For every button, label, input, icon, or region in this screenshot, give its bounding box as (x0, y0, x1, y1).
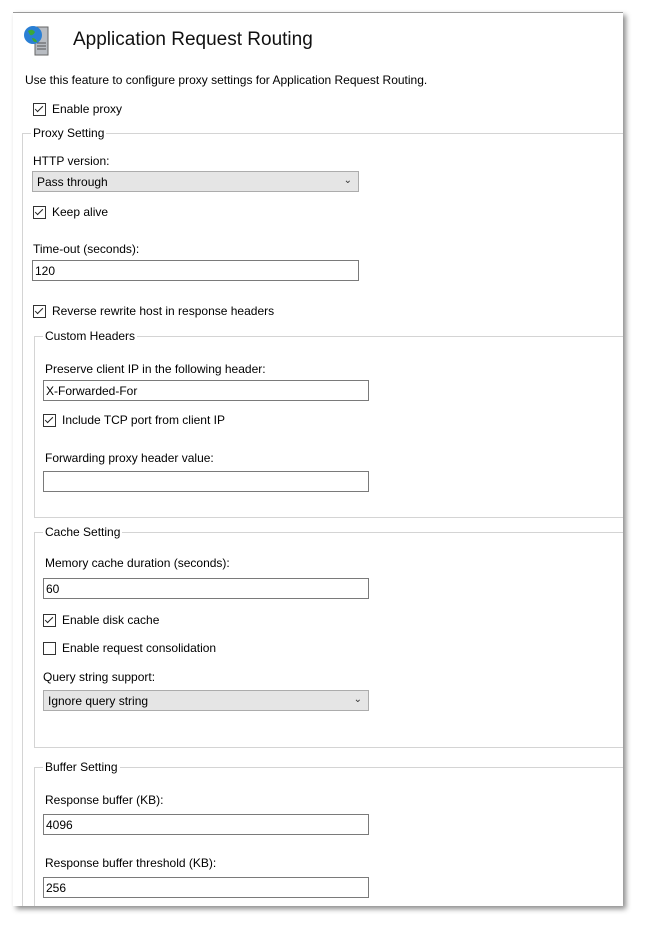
chevron-down-icon: ⌄ (353, 694, 362, 705)
select-value: Pass through (37, 175, 108, 189)
checkbox-label: Include TCP port from client IP (62, 413, 225, 427)
page-description: Use this feature to configure proxy settings for Application Request Routing. (25, 73, 428, 87)
keep-alive-checkbox[interactable] (33, 205, 108, 219)
checkbox-label: Reverse rewrite host in response headers (52, 304, 275, 318)
response-buffer-threshold-input[interactable]: 256 (43, 877, 369, 898)
checkbox-box[interactable] (43, 414, 56, 427)
request-consolidation-checkbox[interactable] (43, 641, 216, 655)
memory-cache-label: Memory cache duration (seconds): (45, 556, 230, 570)
response-buffer-input[interactable]: 4096 (43, 814, 369, 835)
memory-cache-input[interactable]: 60 (43, 578, 369, 599)
group-legend: Proxy Setting (33, 126, 105, 140)
group-legend: Buffer Setting (45, 760, 118, 774)
response-buffer-label: Response buffer (KB): (45, 793, 164, 807)
checkbox-label: Keep alive (52, 205, 109, 219)
checkbox-box[interactable] (43, 614, 56, 627)
select-value: Ignore query string (48, 694, 149, 708)
checkbox-label: Enable disk cache (62, 613, 160, 627)
reverse-rewrite-checkbox[interactable] (33, 304, 274, 318)
http-version-select[interactable] (32, 171, 359, 192)
include-tcp-port-checkbox[interactable] (43, 413, 225, 427)
preserve-ip-label: Preserve client IP in the following header: (45, 362, 266, 376)
checkbox-box[interactable] (33, 206, 46, 219)
enable-proxy-checkbox[interactable] (33, 102, 122, 116)
checkbox-box[interactable] (43, 642, 56, 655)
forwarding-header-label: Forwarding proxy header value: (45, 451, 214, 465)
server-globe-icon (23, 23, 51, 57)
enable-disk-cache-checkbox[interactable] (43, 613, 159, 627)
checkbox-label: Enable request consolidation (62, 641, 217, 655)
query-string-select[interactable] (43, 690, 369, 711)
page-title: Application Request Routing (73, 29, 313, 50)
preserve-ip-header-input[interactable]: X-Forwarded-For (43, 380, 369, 401)
group-legend: Cache Setting (45, 525, 121, 539)
checkbox-box[interactable] (33, 305, 46, 318)
group-legend: Custom Headers (45, 329, 136, 343)
response-buffer-threshold-label: Response buffer threshold (KB): (45, 856, 217, 870)
checkbox-label: Enable proxy (52, 102, 123, 116)
timeout-label: Time-out (seconds): (33, 242, 140, 256)
forwarding-header-input[interactable] (43, 471, 369, 492)
timeout-input[interactable]: 120 (32, 260, 359, 281)
checkbox-box[interactable] (33, 103, 46, 116)
chevron-down-icon: ⌄ (343, 175, 352, 186)
arr-feature-page (13, 12, 623, 906)
query-string-label: Query string support: (43, 670, 156, 684)
http-version-label: HTTP version: (33, 154, 110, 168)
